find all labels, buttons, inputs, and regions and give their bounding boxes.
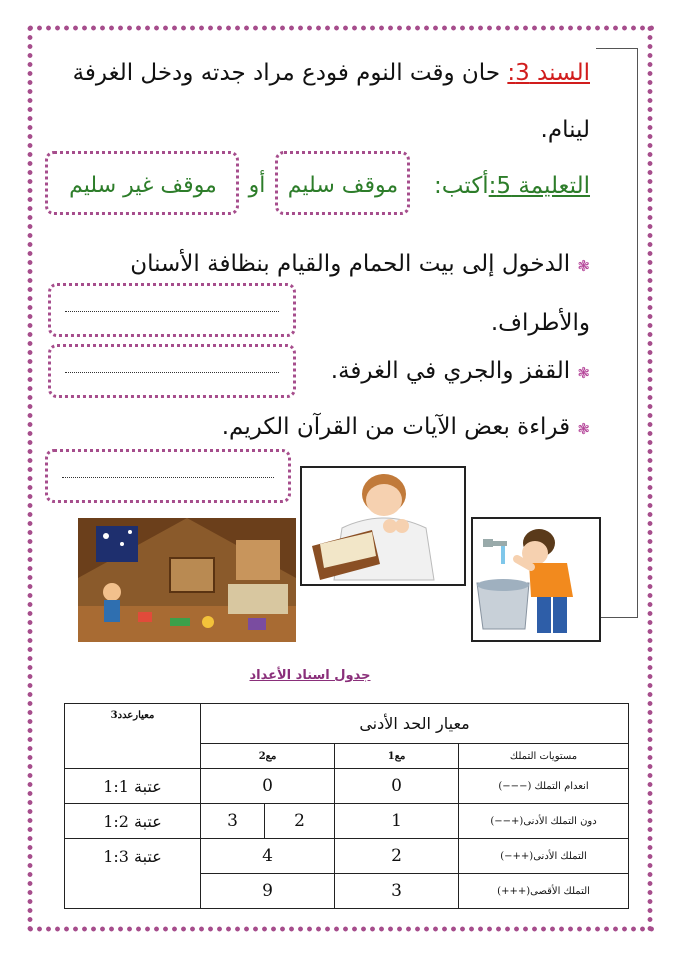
m2b-cell: 3 — [201, 804, 265, 839]
answer-line — [65, 372, 279, 373]
sanad-label: السند 3: — [507, 60, 590, 86]
threshold-cell: عتبة 1:1 — [65, 769, 201, 804]
instruction-label: التعليمة 5: — [488, 173, 590, 199]
answer-line — [62, 477, 274, 478]
answer-box-1[interactable] — [48, 283, 296, 337]
grading-title: جدول اسناد الأعداد — [249, 668, 371, 683]
item-1 — [130, 251, 590, 277]
col-m1: مع1 — [335, 744, 459, 769]
m2-cell: 9 — [201, 874, 335, 909]
instruction-verb: أكتب: — [434, 173, 489, 199]
frame-top — [26, 24, 654, 32]
level-cell: التملك الأقصى(+++) — [459, 874, 629, 909]
m2-cell: 2 — [265, 804, 335, 839]
col-levels: مستويات التملك — [459, 744, 629, 769]
sanad-text: حان وقت النوم فودع مراد جدته ودخل الغرفة — [72, 60, 501, 86]
right-bracket — [596, 48, 638, 618]
bullet-icon: ❃ — [577, 364, 590, 382]
option-or: أو — [248, 173, 266, 198]
item-1-text-2: والأطراف. — [490, 310, 590, 336]
answer-box-3[interactable] — [45, 449, 291, 503]
level-cell: انعدام التملك (−−−) — [459, 769, 629, 804]
unhealthy-option: موقف غير سليم — [69, 173, 217, 198]
item-3 — [222, 414, 590, 440]
m1-cell: 1 — [335, 804, 459, 839]
answer-line — [65, 311, 279, 312]
m2-cell: 4 — [201, 839, 335, 874]
item-3-text: قراءة بعض الآيات من القرآن الكريم. — [221, 414, 571, 440]
threshold-cell: عتبة 1:3 — [65, 839, 201, 909]
healthy-option: موقف سليم — [287, 173, 399, 198]
m1-cell: 0 — [335, 769, 459, 804]
level-cell: التملك الأدنى(++−) — [459, 839, 629, 874]
frame-left — [26, 24, 34, 933]
m2-cell: 0 — [201, 769, 335, 804]
bullet-icon: ❃ — [577, 257, 590, 275]
level-cell: دون التملك الأدنى(+−−) — [459, 804, 629, 839]
frame-bottom — [26, 925, 654, 933]
item-1-cont — [491, 310, 590, 336]
item-1-text: الدخول إلى بيت الحمام والقيام بنظافة الأسنان — [130, 251, 571, 277]
threshold-cell: عتبة 1:2 — [65, 804, 201, 839]
instruction-line — [434, 173, 590, 199]
sanad-line-2 — [541, 117, 590, 143]
item-2 — [331, 358, 590, 384]
child-reading-quran-image — [300, 466, 466, 586]
messy-room-image — [78, 518, 296, 642]
col-m2: مع2 — [201, 744, 335, 769]
item-2-text: القفز والجري في الغرفة. — [330, 358, 571, 384]
grading-table — [64, 703, 629, 909]
m1-cell: 2 — [335, 839, 459, 874]
sanad-text-2: لينام. — [540, 117, 590, 143]
answer-box-2[interactable] — [48, 344, 296, 398]
criterion3-header: معيارعدد3 — [65, 704, 201, 769]
m1-cell: 3 — [335, 874, 459, 909]
min-criterion-header: معيار الحد الأدنى — [201, 704, 629, 744]
frame-right — [646, 24, 654, 933]
bullet-icon: ❃ — [577, 420, 590, 438]
sanad-line — [73, 60, 590, 86]
boy-washing-face-image — [471, 517, 601, 642]
